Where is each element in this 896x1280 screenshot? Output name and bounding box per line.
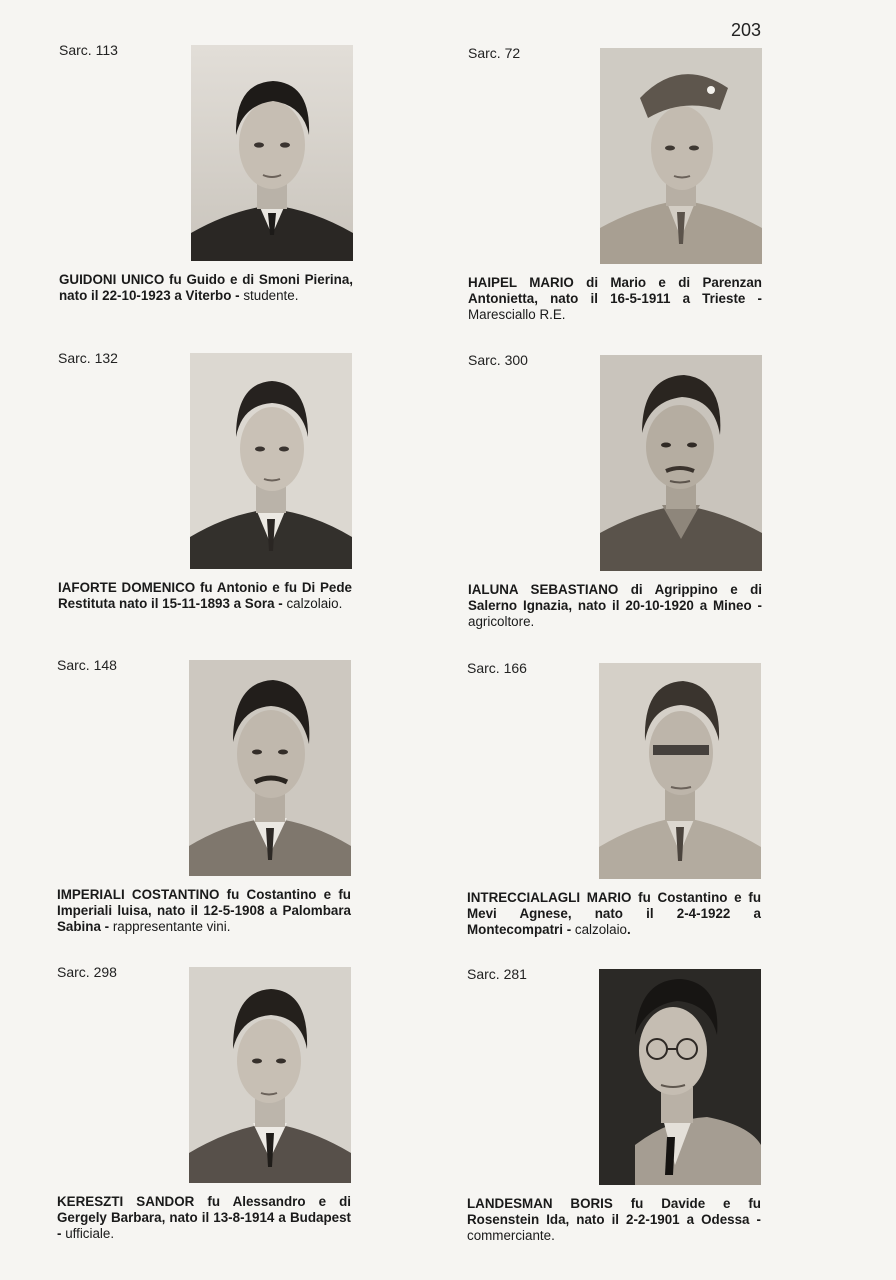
entry-caption — [467, 890, 761, 938]
person-name-details: IAFORTE DOMENICO fu Antonio e fu Di Pede Restituta nato il 15-11-1893 a Sora — [58, 580, 352, 611]
occupation: rappresentante vini. — [112, 919, 231, 934]
separator: - — [749, 1212, 761, 1227]
sarc-label: Sarc. 298 — [57, 964, 117, 980]
suffix: . — [627, 922, 631, 937]
page-number: 203 — [731, 20, 762, 40]
portrait-image — [600, 355, 762, 571]
portrait-photo — [599, 663, 761, 879]
person-name-details: LANDESMAN BORIS fu Davide e fu Rosenstein Ida, nato il 2-2-1901 a Odessa — [467, 1196, 761, 1227]
portrait-photo — [189, 967, 351, 1183]
separator: - — [562, 922, 575, 937]
separator: - — [745, 291, 762, 306]
entry-caption — [57, 887, 351, 935]
separator: - — [274, 596, 287, 611]
portrait-image — [599, 969, 761, 1185]
portrait-image — [191, 45, 353, 261]
person-name-details: KERESZTI SANDOR fu Alessandro e di Gergely Barbara, nato il 13-8-1914 a Budapest — [57, 1194, 351, 1225]
portrait-image — [189, 967, 351, 1183]
sarc-label: Sarc. 300 — [468, 352, 528, 368]
person-name-details: GUIDONI UNICO fu Guido e di Smoni Pierina, nato il 22-10-1923 a Viterbo — [59, 272, 353, 303]
occupation: agricoltore. — [468, 614, 535, 629]
person-name-details: INTRECCIALAGLI MARIO fu Costantino e fu Mevi Agnese, nato il 2-4-1922 a Montecompatri — [467, 890, 761, 937]
portrait-image — [599, 663, 761, 879]
sarc-label: Sarc. 148 — [57, 657, 117, 673]
separator: - — [231, 288, 244, 303]
entry-caption — [468, 582, 762, 630]
portrait-photo — [600, 355, 762, 571]
person-name-details: IMPERIALI COSTANTINO fu Costantino e fu Imperiali luisa, nato il 12-5-1908 a Palombara Sabina — [57, 887, 351, 934]
occupation: calzolaio. — [286, 596, 343, 611]
entry-caption — [57, 1194, 351, 1242]
sarc-label: Sarc. 132 — [58, 350, 118, 366]
portrait-photo — [190, 353, 352, 569]
portrait-image — [189, 660, 351, 876]
entry-caption — [59, 272, 353, 304]
portrait-photo — [189, 660, 351, 876]
sarc-label: Sarc. 281 — [467, 966, 527, 982]
portrait-image — [190, 353, 352, 569]
separator: - — [100, 919, 113, 934]
occupation: calzolaio — [574, 922, 627, 937]
occupation: ufficiale. — [65, 1226, 115, 1241]
separator: - — [751, 598, 762, 613]
entry-caption — [58, 580, 352, 612]
entry-caption — [467, 1196, 761, 1244]
occupation: commerciante. — [467, 1228, 555, 1243]
occupation: studente. — [243, 288, 299, 303]
portrait-image — [600, 48, 762, 264]
entry-caption — [468, 275, 762, 323]
sarc-label: Sarc. 166 — [467, 660, 527, 676]
portrait-photo — [191, 45, 353, 261]
person-name-details: IALUNA SEBASTIANO di Agrippino e di Salerno Ignazia, nato il 20-10-1920 a Mineo — [468, 582, 762, 613]
person-name-details: HAIPEL MARIO di Mario e di Parenzan Antonietta, nato il 16-5-1911 a Trieste — [468, 275, 762, 306]
portrait-photo — [600, 48, 762, 264]
separator: - — [57, 1226, 66, 1241]
occupation: Maresciallo R.E. — [468, 307, 566, 322]
sarc-label: Sarc. 72 — [468, 45, 521, 61]
sarc-label: Sarc. 113 — [59, 42, 118, 58]
portrait-photo — [599, 969, 761, 1185]
